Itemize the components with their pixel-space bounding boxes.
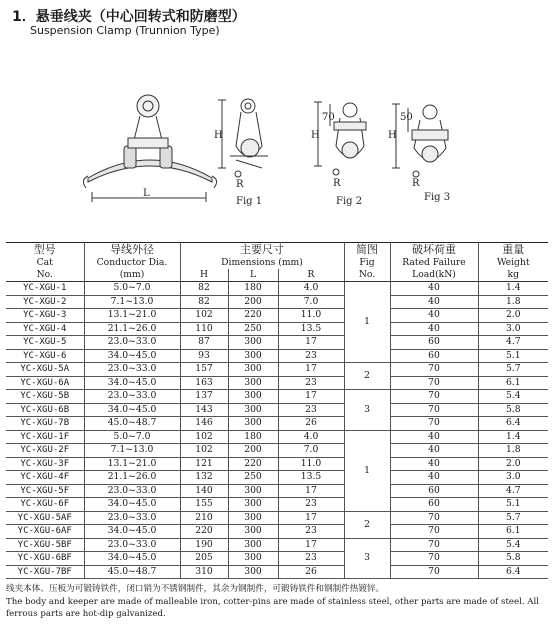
header-dia-en1: Conductor Dia. [84,257,180,269]
cell-conductor-dia: 13.1~21.0 [84,309,180,323]
cell-model: YC-XGU-2 [6,295,84,309]
cell-h: 146 [180,417,228,431]
cell-conductor-dia: 21.1~26.0 [84,322,180,336]
figure-2-label-h: H [214,130,223,141]
cell-l: 300 [228,336,278,350]
header-fig-en1: Fig [344,257,390,269]
cell-h: 310 [180,565,228,579]
spec-table-body [6,282,548,579]
cell-r: 17 [278,336,344,350]
cell-weight: 1.8 [478,295,548,309]
header-dia-en2: (mm) [84,269,180,282]
cell-weight: 6.1 [478,525,548,539]
header-load-cn: 破坏荷重 [390,243,478,258]
header-dia-cn: 导线外径 [84,243,180,258]
cell-conductor-dia: 34.0~45.0 [84,376,180,390]
figure-2-caption: Fig 2 [336,196,363,207]
cell-fig-no: 2 [344,511,390,538]
cell-h: 155 [180,498,228,512]
cell-l: 220 [228,309,278,323]
cell-h: 121 [180,457,228,471]
cell-failure-load: 40 [390,282,478,296]
cell-h: 110 [180,322,228,336]
cell-h: 143 [180,403,228,417]
figure-3-label-r: R [333,178,341,189]
cell-conductor-dia: 5.0~7.0 [84,430,180,444]
section-title: 1．悬垂线夹（中心回转式和防磨型） [12,9,246,25]
cell-weight: 5.7 [478,511,548,525]
cell-conductor-dia: 34.0~45.0 [84,403,180,417]
cell-r: 26 [278,565,344,579]
figure-4-label-50: 50 [400,112,413,123]
table-row [6,376,548,390]
cell-r: 7.0 [278,444,344,458]
cell-conductor-dia: 23.0~33.0 [84,336,180,350]
table-row [6,565,548,579]
cell-conductor-dia: 23.0~33.0 [84,511,180,525]
cell-h: 82 [180,282,228,296]
cell-weight: 6.1 [478,376,548,390]
cell-failure-load: 40 [390,457,478,471]
cell-weight: 3.0 [478,471,548,485]
cell-l: 250 [228,322,278,336]
cell-l: 300 [228,403,278,417]
cell-weight: 2.0 [478,457,548,471]
header-dims-l: L [228,269,278,282]
cell-l: 300 [228,525,278,539]
cell-weight: 5.1 [478,498,548,512]
material-note-cn: 线夹本体、压板为可锻铸铁件，闭口销为不锈钢制件，其余为钢制件，可锻铸铁件和钢制件热镀锌。 [6,584,385,594]
cell-r: 23 [278,349,344,363]
cell-r: 26 [278,417,344,431]
cell-failure-load: 60 [390,498,478,512]
table-row [6,484,548,498]
cell-l: 300 [228,552,278,566]
cell-r: 17 [278,484,344,498]
cell-h: 163 [180,376,228,390]
cell-failure-load: 70 [390,565,478,579]
cell-model: YC-XGU-5F [6,484,84,498]
cell-weight: 2.0 [478,309,548,323]
cell-model: YC-XGU-4F [6,471,84,485]
table-row [6,538,548,552]
cell-l: 300 [228,565,278,579]
cell-failure-load: 60 [390,336,478,350]
cell-h: 102 [180,444,228,458]
cell-model: YC-XGU-2F [6,444,84,458]
cell-model: YC-XGU-7BF [6,565,84,579]
cell-h: 102 [180,430,228,444]
figure-3-label-70: 70 [322,112,335,123]
cell-l: 300 [228,511,278,525]
cell-r: 17 [278,363,344,377]
cell-r: 13.5 [278,322,344,336]
header-fig-en2: No. [344,269,390,282]
spec-table [6,242,548,579]
header-fig-cn: 简图 [344,243,390,258]
table-row [6,511,548,525]
cell-l: 300 [228,363,278,377]
cell-model: YC-XGU-6BF [6,552,84,566]
cell-h: 82 [180,295,228,309]
cell-failure-load: 40 [390,430,478,444]
cell-failure-load: 70 [390,417,478,431]
cell-failure-load: 70 [390,390,478,404]
cell-weight: 5.8 [478,552,548,566]
cell-model: YC-XGU-4 [6,322,84,336]
cell-weight: 4.7 [478,336,548,350]
section-subtitle: Suspension Clamp (Trunnion Type) [30,24,220,37]
table-row [6,498,548,512]
cell-failure-load: 40 [390,471,478,485]
cell-model: YC-XGU-5 [6,336,84,350]
header-dims-h: H [180,269,228,282]
table-row [6,363,548,377]
table-row [6,403,548,417]
header-model-en2: No. [6,269,84,282]
cell-r: 23 [278,403,344,417]
header-weight-en2: kg [478,269,548,282]
cell-conductor-dia: 21.1~26.0 [84,471,180,485]
cell-l: 180 [228,430,278,444]
cell-r: 23 [278,498,344,512]
cell-weight: 6.4 [478,565,548,579]
header-weight-cn: 重量 [478,243,548,258]
cell-failure-load: 70 [390,525,478,539]
cell-conductor-dia: 7.1~13.0 [84,295,180,309]
cell-model: YC-XGU-5A [6,363,84,377]
cell-r: 17 [278,390,344,404]
cell-conductor-dia: 34.0~45.0 [84,349,180,363]
figure-1-drawing [83,95,216,202]
header-model-cn: 型号 [33,243,56,256]
cell-h: 137 [180,390,228,404]
cell-model: YC-XGU-6 [6,349,84,363]
cell-r: 23 [278,376,344,390]
cell-fig-no: 3 [344,538,390,579]
cell-l: 300 [228,484,278,498]
cell-fig-no: 3 [344,390,390,431]
header-model-en1: Cat [36,257,53,268]
header-dims-r: R [278,269,344,282]
cell-l: 300 [228,417,278,431]
cell-failure-load: 40 [390,309,478,323]
cell-l: 300 [228,349,278,363]
table-row [6,417,548,431]
cell-failure-load: 40 [390,444,478,458]
cell-failure-load: 70 [390,363,478,377]
header-dims-en1: Dimensions (mm) [180,257,344,269]
header-load-en1: Rated Failure [390,257,478,269]
cell-weight: 1.8 [478,444,548,458]
cell-model: YC-XGU-6A [6,376,84,390]
cell-r: 7.0 [278,295,344,309]
cell-r: 11.0 [278,309,344,323]
cell-conductor-dia: 5.0~7.0 [84,282,180,296]
cell-conductor-dia: 23.0~33.0 [84,363,180,377]
cell-conductor-dia: 34.0~45.0 [84,525,180,539]
cell-conductor-dia: 23.0~33.0 [84,390,180,404]
cell-failure-load: 70 [390,376,478,390]
cell-model: YC-XGU-1 [6,282,84,296]
cell-weight: 5.4 [478,538,548,552]
cell-weight: 5.1 [478,349,548,363]
cell-weight: 6.4 [478,417,548,431]
cell-fig-no: 2 [344,363,390,390]
cell-h: 93 [180,349,228,363]
cell-l: 200 [228,295,278,309]
cell-conductor-dia: 13.1~21.0 [84,457,180,471]
table-row [6,322,548,336]
table-row [6,457,548,471]
figure-2-drawing [218,99,268,177]
cell-weight: 5.4 [478,390,548,404]
cell-h: 157 [180,363,228,377]
material-note-en: The body and keeper are made of malleable iron, cotter-pins are made of stainless steel, other parts are made of steel. All ferrous parts are hot-dip galvanized. [6,597,539,619]
cell-weight: 3.0 [478,322,548,336]
cell-conductor-dia: 45.0~48.7 [84,417,180,431]
table-row [6,390,548,404]
figure-4-label-r: R [412,178,420,189]
cell-l: 220 [228,457,278,471]
header-load-en2: Load(kN) [390,269,478,282]
cell-h: 140 [180,484,228,498]
cell-weight: 5.8 [478,403,548,417]
cell-failure-load: 70 [390,403,478,417]
cell-l: 300 [228,390,278,404]
cell-h: 102 [180,309,228,323]
figure-1-label-l: L [143,188,150,199]
cell-model: YC-XGU-1F [6,430,84,444]
cell-h: 220 [180,525,228,539]
cell-conductor-dia: 34.0~45.0 [84,552,180,566]
cell-r: 13.5 [278,471,344,485]
cell-r: 4.0 [278,282,344,296]
cell-r: 11.0 [278,457,344,471]
table-row [6,552,548,566]
cell-r: 17 [278,538,344,552]
cell-weight: 1.4 [478,282,548,296]
table-row [6,282,548,296]
cell-h: 87 [180,336,228,350]
table-row [6,430,548,444]
cell-model: YC-XGU-3 [6,309,84,323]
cell-h: 190 [180,538,228,552]
cell-l: 300 [228,538,278,552]
cell-model: YC-XGU-5BF [6,538,84,552]
cell-h: 205 [180,552,228,566]
cell-failure-load: 60 [390,349,478,363]
cell-failure-load: 40 [390,322,478,336]
table-row [6,525,548,539]
cell-model: YC-XGU-5B [6,390,84,404]
cell-fig-no: 1 [344,430,390,511]
header-dims-cn: 主要尺寸 [180,243,344,258]
cell-l: 180 [228,282,278,296]
cell-conductor-dia: 34.0~45.0 [84,498,180,512]
cell-l: 300 [228,498,278,512]
cell-model: YC-XGU-6B [6,403,84,417]
cell-failure-load: 70 [390,538,478,552]
cell-weight: 4.7 [478,484,548,498]
figure-3-label-h: H [311,130,320,141]
cell-r: 23 [278,552,344,566]
table-row [6,349,548,363]
cell-r: 23 [278,525,344,539]
figure-4-label-h: H [388,130,397,141]
cell-failure-load: 60 [390,484,478,498]
cell-weight: 1.4 [478,430,548,444]
cell-conductor-dia: 45.0~48.7 [84,565,180,579]
cell-model: YC-XGU-3F [6,457,84,471]
header-weight-en1: Weight [478,257,548,269]
cell-r: 17 [278,511,344,525]
cell-r: 4.0 [278,430,344,444]
cell-model: YC-XGU-7B [6,417,84,431]
cell-h: 210 [180,511,228,525]
table-row [6,444,548,458]
cell-h: 132 [180,471,228,485]
figure-1-caption: Fig 1 [236,196,263,207]
figure-3-caption: Fig 3 [424,192,451,203]
table-row [6,295,548,309]
cell-l: 300 [228,376,278,390]
cell-l: 250 [228,471,278,485]
table-row [6,309,548,323]
figure-2-label-r: R [236,179,244,190]
cell-l: 200 [228,444,278,458]
table-row [6,336,548,350]
cell-model: YC-XGU-5AF [6,511,84,525]
cell-model: YC-XGU-6AF [6,525,84,539]
clamp-figures [0,76,554,226]
cell-conductor-dia: 7.1~13.0 [84,444,180,458]
cell-fig-no: 1 [344,282,390,363]
cell-conductor-dia: 23.0~33.0 [84,538,180,552]
cell-failure-load: 70 [390,552,478,566]
cell-failure-load: 40 [390,295,478,309]
cell-conductor-dia: 23.0~33.0 [84,484,180,498]
table-row [6,471,548,485]
cell-failure-load: 70 [390,511,478,525]
cell-model: YC-XGU-6F [6,498,84,512]
cell-weight: 5.7 [478,363,548,377]
